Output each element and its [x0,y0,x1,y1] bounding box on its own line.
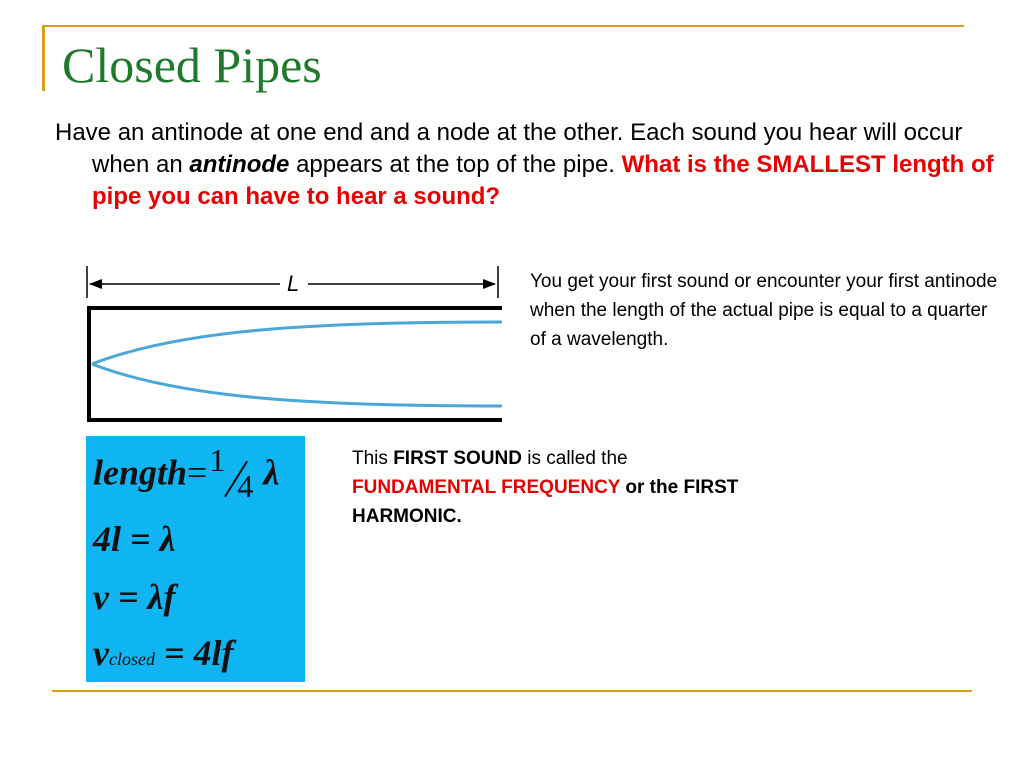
equation-closed-rhs: = 4lf [154,633,234,673]
equation-closed-v: v [93,633,109,673]
wave-curve-upper [92,322,502,364]
explanation-note: You get your first sound or encounter your first antinode when the length of the actual pipe is equal to a quarter of a wavelength. [530,271,998,350]
fundamental-note-mid: is called the [521,448,628,469]
fundamental-note-harmonic: or the FIRST HARMONIC. [352,477,739,527]
dimension-label: L [287,271,300,296]
wave-curve-lower [92,364,502,406]
frame-line-left [42,25,45,91]
equation-length-lhs: length [93,452,188,493]
equation-wave-speed-text: v = λf [93,577,176,617]
dimension-arrow-left [89,279,102,289]
equation-wave-speed [93,576,175,618]
equation-length-equals: = [187,452,208,493]
fundamental-note [352,444,822,531]
fundamental-note-prefix: This [352,448,394,469]
body-text-part2: appears at the top of the pipe. [289,151,622,178]
equation-box [86,436,305,682]
slide-title: Closed Pipes [62,37,322,93]
fundamental-note-first-sound: FIRST SOUND [393,448,522,469]
equation-closed-subscript: closed [108,649,155,669]
body-question: What is the SMALLEST length of pipe you can have to hear a sound? [92,151,994,210]
frame-line-top [42,25,964,27]
equation-length [93,442,280,504]
fraction-denominator: 4 [237,468,254,504]
fraction-one-quarter [207,442,263,504]
body-paragraph [55,117,1002,213]
equation-wavelength [93,518,176,560]
body-text-part1: Have an antinode at one end and a node at the other. Each sound you hear will occur when an [55,119,963,178]
closed-pipe-diagram [80,260,510,430]
fundamental-note-frequency: FUNDAMENTAL FREQUENCY [352,477,621,498]
dimension-arrow-right [483,279,496,289]
frame-line-bottom [52,690,972,692]
fraction-numerator: 1 [209,442,226,478]
equation-closed-speed [93,632,233,674]
body-emphasis: antinode [189,151,290,178]
equation-wavelength-text: 4l = λ [93,519,176,559]
equation-length-rhs: λ [263,452,280,493]
